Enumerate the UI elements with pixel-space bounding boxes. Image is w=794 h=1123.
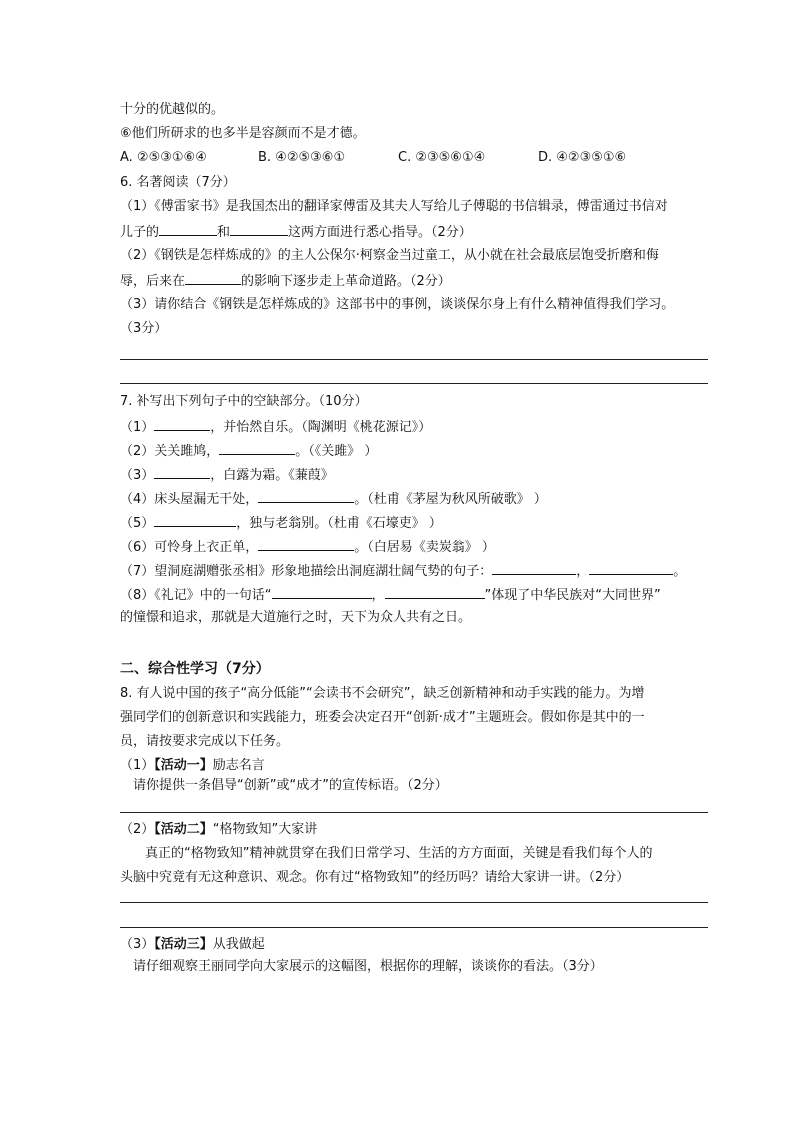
activity-label: 【活动三】 <box>154 937 213 952</box>
text: ，白露为霜。《蒹葭》 <box>210 468 334 483</box>
option-d: D. ④②③⑤①⑥ <box>538 150 627 165</box>
text-line: ⑥他们所研求的也多半是容颜而不是才德。 <box>120 126 366 141</box>
text-line: 真正的“格物致知”精神就贯穿在我们日常学习、生活的方方面面，关键是看我们每个人的 <box>145 846 653 861</box>
text: （1） <box>120 420 155 435</box>
text-line <box>120 270 451 290</box>
text-line: 请你提供一条倡导“创新”或“成才”的宣传标语。（2分） <box>133 778 448 793</box>
section-heading: 二、综合性学习（7分） <box>120 661 270 677</box>
fill-blank[interactable] <box>385 584 485 599</box>
question-7-title: 7. 补写出下列句子中的空缺部分。（10分） <box>120 394 368 409</box>
fill-blank[interactable] <box>154 512 236 527</box>
activity-3-heading <box>120 935 265 955</box>
question-6-title: 6. 名著阅读（7分） <box>120 175 236 190</box>
fill-blank[interactable] <box>154 416 210 431</box>
text-line: （1）《傅雷家书》是我国杰出的翻译家傅雷及其夫人写给儿子傅聪的书信辑录，傅雷通过书信对 <box>120 199 668 214</box>
text: ， <box>371 588 385 603</box>
text-line: 的憧憬和追求，那就是大道施行之时，天下为众人共有之日。 <box>120 610 472 625</box>
fill-blank[interactable] <box>258 488 354 503</box>
text-line: （3分） <box>120 321 168 336</box>
text: （8）《礼记》中的一句话“ <box>120 588 272 603</box>
activity-title: “格物致知”大家讲 <box>212 822 318 837</box>
text-line: 请仔细观察王丽同学向大家展示的这幅图，根据你的理解，谈谈你的看法。（3分） <box>133 959 603 974</box>
fill-blank[interactable] <box>492 560 576 575</box>
text-line: 头脑中究竟有无这种意识、观念。你有过“格物致知”的经历吗？请给大家讲一讲。（2分） <box>120 870 630 885</box>
fill-blank[interactable] <box>185 270 241 285</box>
text: 。（白居易《卖炭翁》 ） <box>354 540 495 555</box>
text-line <box>120 416 431 436</box>
text: （4）床头屋漏无干处， <box>120 492 259 507</box>
text-line: 员，请按要求完成以下任务。 <box>120 734 290 749</box>
text-line <box>120 488 547 508</box>
option-a: A. ②⑤③①⑥④ <box>120 150 207 165</box>
text-line <box>120 440 377 460</box>
answer-line[interactable] <box>120 812 708 813</box>
text-line <box>120 584 661 604</box>
activity-label: 【活动一】 <box>154 758 213 773</box>
answer-options <box>120 148 708 168</box>
text: ”体现了中华民族对“大同世界” <box>484 588 661 603</box>
option-c: C. ②③⑤⑥①④ <box>398 150 486 165</box>
text-line: 十分的优越似的。 <box>120 102 225 117</box>
text-line <box>120 221 472 241</box>
option-b: B. ④②⑤③⑥① <box>258 150 346 165</box>
text: ，独与老翁别。（杜甫《石壕吏》 ） <box>236 516 442 531</box>
answer-line[interactable] <box>120 383 708 384</box>
activity-number: （1） <box>120 758 155 773</box>
text-line: 8. 有人说中国的孩子“高分低能”“会读书不会研究”，缺乏创新精神和动手实践的能力。为增 <box>120 686 645 701</box>
text: （7）望洞庭湖赠张丞相》形象地描绘出洞庭湖壮阔气势的句子： <box>120 564 493 579</box>
text: （6）可怜身上衣正单， <box>120 540 259 555</box>
fill-blank[interactable] <box>159 221 217 236</box>
fill-blank[interactable] <box>258 536 354 551</box>
activity-number: （3） <box>120 937 155 952</box>
answer-line[interactable] <box>120 927 708 928</box>
activity-1-heading <box>120 756 265 776</box>
text-line: 强同学们的创新意识和实践能力，班委会决定召开“创新·成才”主题班会。假如你是其中的一 <box>120 710 645 725</box>
fill-blank[interactable] <box>589 560 673 575</box>
answer-line[interactable] <box>120 359 708 360</box>
text: （3） <box>120 468 155 483</box>
text: 这两方面进行悉心指导。（2分） <box>288 225 472 240</box>
text: 。（《关雎》 ） <box>295 444 378 459</box>
fill-blank[interactable] <box>219 440 295 455</box>
text: 的影响下逐步走上革命道路。（2分） <box>241 274 451 289</box>
answer-line[interactable] <box>120 902 708 903</box>
text-line: （3）请你结合《钢铁是怎样炼成的》这部书中的事例，谈谈保尔身上有什么精神值得我们学习。 <box>120 297 675 312</box>
text: 。 <box>673 564 687 579</box>
text: 儿子的 <box>120 225 160 240</box>
text: 。（杜甫《茅屋为秋风所破歌》 ） <box>354 492 547 507</box>
text-line <box>120 536 495 556</box>
activity-title: 从我做起 <box>212 937 265 952</box>
text-line <box>120 464 334 484</box>
text: ，并怡然自乐。（陶渊明《桃花源记》） <box>210 420 432 435</box>
fill-blank[interactable] <box>230 221 288 236</box>
text: （2）关关雎鸠， <box>120 444 220 459</box>
activity-2-heading <box>120 820 317 840</box>
text: 辱，后来在 <box>120 274 186 289</box>
fill-blank[interactable] <box>272 584 372 599</box>
text-line: （2）《钢铁是怎样炼成的》的主人公保尔·柯察金当过童工，从小就在社会最底层饱受折磨和侮 <box>120 248 659 263</box>
text: 和 <box>217 225 231 240</box>
text-line <box>120 560 686 580</box>
activity-label: 【活动二】 <box>154 822 213 837</box>
text: ， <box>576 564 590 579</box>
activity-number: （2） <box>120 822 155 837</box>
fill-blank[interactable] <box>154 464 210 479</box>
text-line <box>120 512 442 532</box>
text: （5） <box>120 516 155 531</box>
activity-title: 励志名言 <box>212 758 265 773</box>
